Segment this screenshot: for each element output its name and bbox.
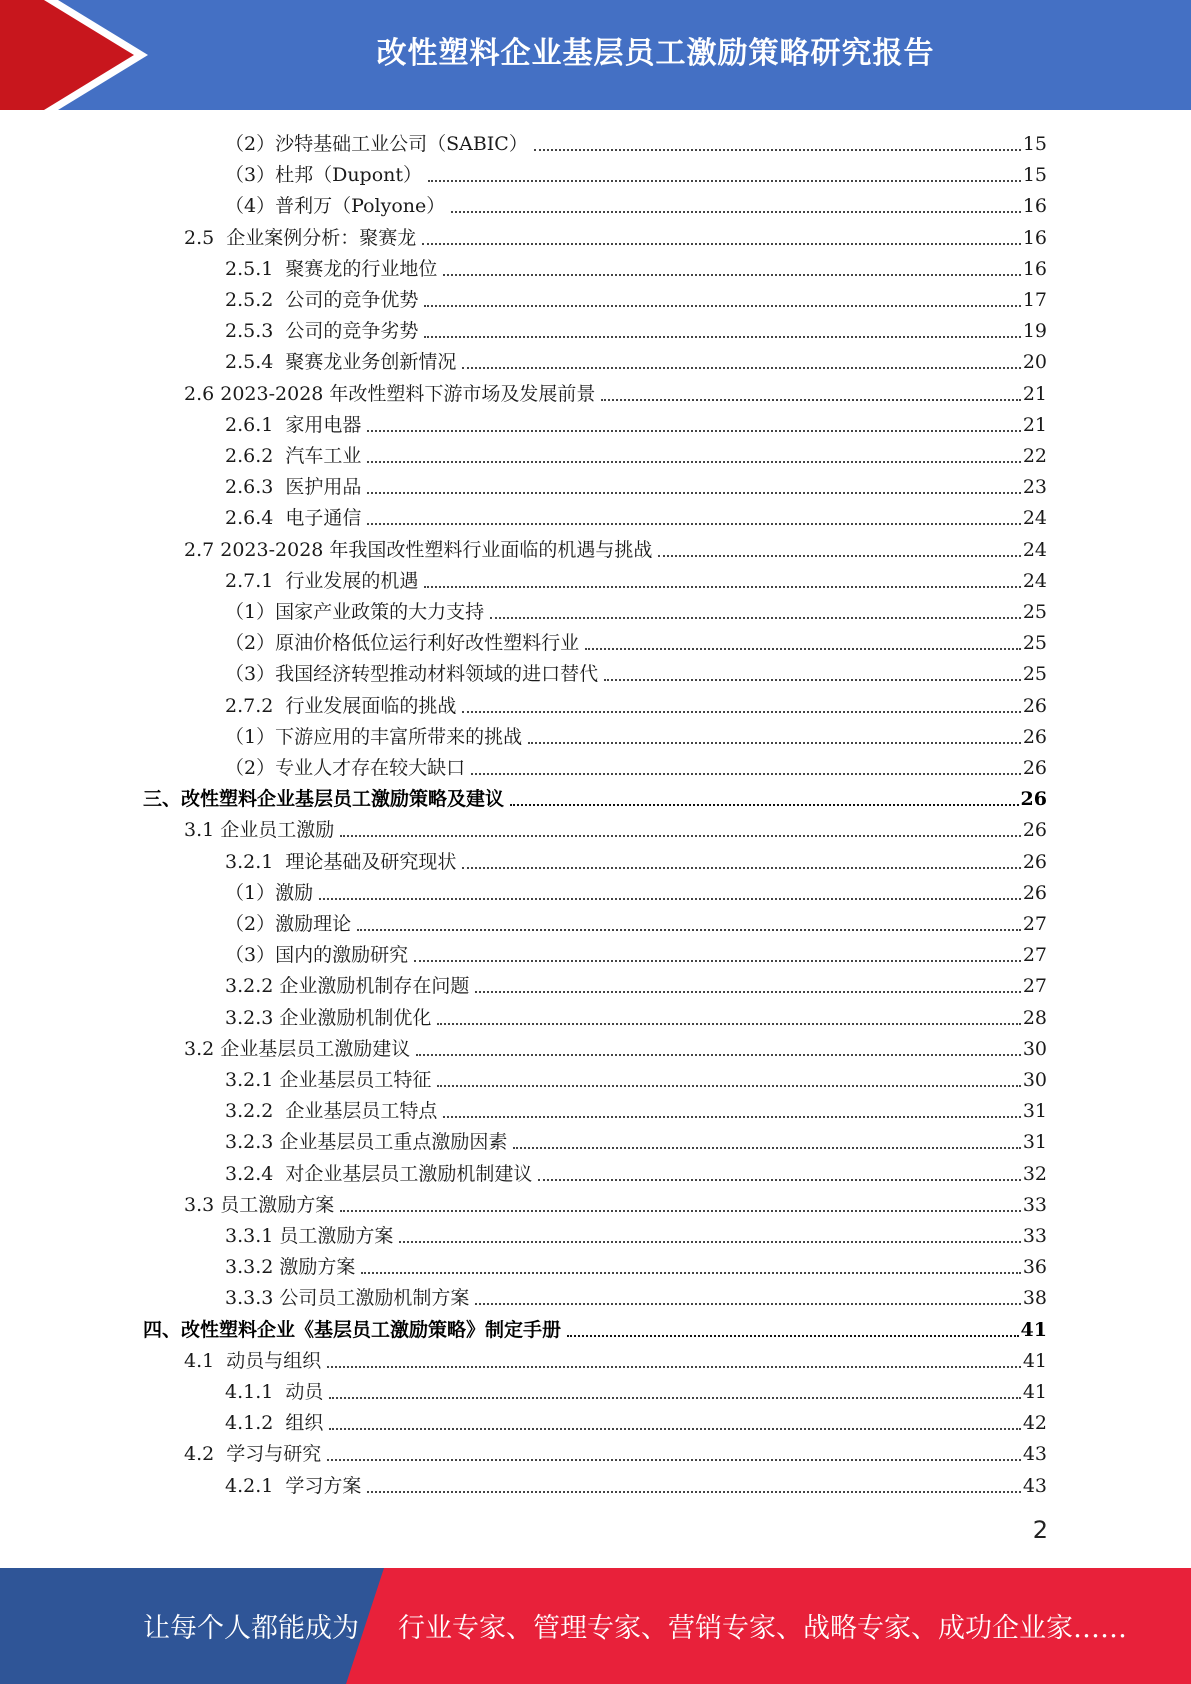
- toc-entry[interactable]: [225, 720, 1047, 751]
- toc-dot-leader: [538, 1179, 1020, 1181]
- toc-entry-title: 3.3.1 员工激励方案: [225, 1225, 394, 1247]
- toc-entry-page: 24: [1022, 507, 1047, 530]
- toc-entry-title: （3）国内的激励研究: [225, 944, 409, 967]
- toc-entry[interactable]: [225, 1157, 1047, 1188]
- toc-entry-title: 2.5.2 公司的竞争优势: [225, 289, 419, 311]
- toc-entry[interactable]: [184, 533, 1047, 564]
- toc-dot-leader: [567, 1335, 1019, 1337]
- toc-entry-page: 25: [1022, 663, 1047, 686]
- toc-entry-title: 3.2.4 对企业基层员工激励机制建议: [225, 1162, 533, 1185]
- toc-entry-title: 4.1 动员与组织: [184, 1349, 322, 1372]
- toc-entry-page: 26: [1022, 694, 1047, 717]
- toc-entry-page: 25: [1022, 601, 1047, 623]
- toc-dot-leader: [367, 1491, 1020, 1493]
- toc-entry[interactable]: [225, 501, 1047, 532]
- toc-entry-title: 3.2.2 企业基层员工特点: [225, 1100, 438, 1123]
- toc-entry[interactable]: [225, 345, 1047, 376]
- footer-slogan-left: 让每个人都能成为: [143, 1613, 359, 1644]
- toc-dot-leader: [528, 742, 1021, 744]
- toc-entry[interactable]: [225, 845, 1047, 876]
- toc-entry[interactable]: [225, 1063, 1047, 1094]
- toc-entry-title: （3）杜邦（Dupont）: [225, 164, 423, 187]
- toc-entry-page: 26: [1022, 725, 1047, 748]
- toc-entry-title: 3.2.2 企业激励机制存在问题: [225, 975, 470, 998]
- toc-entry-page: 43: [1022, 1474, 1047, 1497]
- toc-entry-title: 2.5.1 聚赛龙的行业地位: [225, 257, 438, 280]
- toc-entry-title: （2）专业人才存在较大缺口: [225, 757, 466, 779]
- toc-entry[interactable]: [225, 1250, 1047, 1281]
- toc-entry-title: 3.3.2 激励方案: [225, 1256, 356, 1279]
- toc-entry[interactable]: [225, 314, 1047, 345]
- toc-entry[interactable]: [184, 221, 1047, 252]
- toc-dot-leader: [367, 430, 1020, 432]
- toc-dot-leader: [658, 555, 1020, 557]
- toc-entry-page: 20: [1022, 351, 1047, 374]
- toc-entry-title: 3.2.1 企业基层员工特征: [225, 1069, 432, 1091]
- toc-dot-leader: [513, 1147, 1020, 1149]
- toc-entry[interactable]: [225, 657, 1047, 688]
- toc-entry-page: 15: [1022, 133, 1047, 155]
- toc-dot-leader: [601, 399, 1020, 401]
- toc-entry[interactable]: [225, 969, 1047, 1000]
- toc-dot-leader: [475, 991, 1020, 993]
- toc-entry-page: 41: [1020, 1318, 1047, 1341]
- toc-entry-title: 4.1.1 动员: [225, 1381, 324, 1403]
- toc-entry[interactable]: [184, 813, 1047, 844]
- toc-dot-leader: [414, 960, 1021, 962]
- toc-entry-page: 16: [1022, 257, 1047, 280]
- toc-entry[interactable]: [143, 1313, 1047, 1344]
- toc-entry-page: 32: [1022, 1162, 1047, 1185]
- toc-entry-page: 26: [1022, 757, 1047, 779]
- toc-entry-title: 4.1.2 组织: [225, 1412, 324, 1435]
- toc-entry[interactable]: [184, 377, 1047, 408]
- toc-entry-page: 28: [1022, 1006, 1047, 1029]
- toc-dot-leader: [424, 305, 1020, 307]
- toc-dot-leader: [329, 1397, 1020, 1399]
- toc-dot-leader: [367, 461, 1020, 463]
- toc-dot-leader: [534, 149, 1021, 151]
- toc-dot-leader: [416, 1054, 1021, 1056]
- toc-dot-leader: [490, 617, 1021, 619]
- toc-dot-leader: [443, 274, 1020, 276]
- toc-entry-title: 2.7.2 行业发展面临的挑战: [225, 694, 457, 717]
- toc-entry[interactable]: [225, 158, 1047, 189]
- toc-dot-leader: [437, 1085, 1020, 1087]
- toc-entry-page: 41: [1022, 1349, 1047, 1372]
- toc-entry-page: 21: [1022, 382, 1047, 405]
- toc-entry-page: 24: [1022, 569, 1047, 592]
- toc-entry-page: 16: [1022, 226, 1047, 249]
- page-header: [0, 0, 1191, 110]
- toc-entry-page: 31: [1022, 1100, 1047, 1123]
- toc-entry-title: 3.2.3 企业基层员工重点激励因素: [225, 1131, 508, 1154]
- toc-entry-title: 3.2 企业基层员工激励建议: [184, 1037, 411, 1060]
- toc-entry[interactable]: [225, 439, 1047, 470]
- toc-entry-page: 26: [1022, 881, 1047, 904]
- toc-entry-title: 三、改性塑料企业基层员工激励策略及建议: [143, 788, 505, 811]
- toc-entry[interactable]: [225, 1094, 1047, 1125]
- toc-dot-leader: [443, 1116, 1020, 1118]
- toc-dot-leader: [357, 929, 1021, 931]
- toc-entry[interactable]: [225, 876, 1047, 907]
- toc-entry[interactable]: [225, 1001, 1047, 1032]
- toc-entry-page: 30: [1022, 1069, 1047, 1091]
- toc-entry-title: 3.2.3 企业激励机制优化: [225, 1006, 432, 1029]
- toc-dot-leader: [428, 180, 1021, 182]
- toc-dot-leader: [424, 336, 1020, 338]
- footer-slogan-right: 行业专家、管理专家、营销专家、战略专家、成功企业家……: [398, 1613, 1127, 1644]
- toc-entry-page: 16: [1022, 195, 1047, 218]
- toc-entry-title: 3.1 企业员工激励: [184, 819, 335, 842]
- toc-entry-page: 41: [1022, 1381, 1047, 1403]
- toc-entry-page: 17: [1022, 289, 1047, 311]
- toc-entry[interactable]: [184, 1188, 1047, 1219]
- toc-entry-title: 3.3.3 公司员工激励机制方案: [225, 1287, 470, 1310]
- toc-entry-page: 22: [1022, 445, 1047, 467]
- toc-entry-title: （4）普利万（Polyone）: [225, 195, 446, 218]
- toc-dot-leader: [475, 1303, 1020, 1305]
- toc-entry-page: 27: [1022, 944, 1047, 967]
- toc-entry-page: 43: [1022, 1443, 1047, 1466]
- toc-entry[interactable]: [225, 470, 1047, 501]
- toc-dot-leader: [361, 1272, 1020, 1274]
- toc-entry-page: 26: [1022, 819, 1047, 842]
- toc-entry-page: 21: [1022, 413, 1047, 436]
- toc-entry-title: 2.6.1 家用电器: [225, 413, 362, 436]
- toc-entry-page: 27: [1022, 975, 1047, 998]
- toc-entry-title: 2.6 2023-2028 年改性塑料下游市场及发展前景: [184, 382, 596, 405]
- toc-entry-page: 24: [1022, 538, 1047, 561]
- toc-entry-title: 4.2 学习与研究: [184, 1443, 322, 1466]
- toc-entry[interactable]: [225, 1281, 1047, 1312]
- toc-entry-page: 26: [1020, 788, 1047, 811]
- toc-dot-leader: [437, 1023, 1020, 1025]
- toc-entry[interactable]: [184, 1437, 1047, 1468]
- toc-entry[interactable]: [225, 938, 1047, 969]
- toc-dot-leader: [462, 711, 1020, 713]
- toc-entry[interactable]: [225, 689, 1047, 720]
- toc-entry[interactable]: [184, 1344, 1047, 1375]
- toc-entry[interactable]: [225, 1219, 1047, 1250]
- toc-entry-page: 15: [1022, 164, 1047, 187]
- toc-entry-page: 26: [1022, 850, 1047, 873]
- toc-entry-title: 2.7.1 行业发展的机遇: [225, 569, 419, 592]
- toc-dot-leader: [424, 586, 1020, 588]
- toc-entry[interactable]: [225, 189, 1047, 220]
- toc-entry[interactable]: [184, 1032, 1047, 1063]
- toc-entry-title: 2.7 2023-2028 年我国改性塑料行业面临的机遇与挑战: [184, 538, 653, 561]
- toc-entry[interactable]: [225, 907, 1047, 938]
- page-footer: [0, 1568, 1191, 1684]
- toc-entry[interactable]: [225, 1125, 1047, 1156]
- header-arrow-decoration: [0, 0, 160, 110]
- toc-dot-leader: [340, 1210, 1021, 1212]
- report-title: 改性塑料企业基层员工激励策略研究报告: [376, 36, 935, 71]
- toc-entry[interactable]: [225, 626, 1047, 657]
- toc-entry-title: （2）原油价格低位运行利好改性塑料行业: [225, 632, 580, 655]
- toc-entry-title: 2.5.4 聚赛龙业务创新情况: [225, 351, 457, 374]
- toc-entry-title: （3）我国经济转型推动材料领域的进口替代: [225, 663, 599, 686]
- toc-dot-leader: [471, 773, 1021, 775]
- toc-entry-title: 2.6.3 医护用品: [225, 476, 362, 499]
- toc-entry-title: 四、改性塑料企业《基层员工激励策略》制定手册: [143, 1318, 562, 1341]
- toc-dot-leader: [510, 804, 1019, 806]
- toc-dot-leader: [327, 1366, 1021, 1368]
- toc-dot-leader: [367, 523, 1020, 525]
- toc-entry-title: 4.2.1 学习方案: [225, 1474, 362, 1497]
- page-number: 2: [1032, 1516, 1048, 1544]
- toc-entry-page: 25: [1022, 632, 1047, 655]
- toc-dot-leader: [585, 648, 1021, 650]
- toc-entry-page: 33: [1022, 1193, 1047, 1216]
- toc-entry-page: 19: [1022, 320, 1047, 343]
- toc-dot-leader: [462, 367, 1020, 369]
- toc-entry-title: 3.2.1 理论基础及研究现状: [225, 850, 457, 873]
- toc-entry-page: 31: [1022, 1131, 1047, 1154]
- toc-entry-title: 2.6.2 汽车工业: [225, 445, 362, 467]
- toc-entry[interactable]: [225, 252, 1047, 283]
- toc-entry-page: 27: [1022, 913, 1047, 935]
- toc-entry-title: （1）激励: [225, 881, 314, 904]
- toc-entry-page: 38: [1022, 1287, 1047, 1310]
- toc-dot-leader: [462, 867, 1020, 869]
- toc-entry[interactable]: [225, 1375, 1047, 1406]
- toc-entry-title: （1）国家产业政策的大力支持: [225, 601, 485, 623]
- toc-entry-title: 3.3 员工激励方案: [184, 1193, 335, 1216]
- toc-dot-leader: [422, 243, 1021, 245]
- toc-dot-leader: [367, 492, 1020, 494]
- toc-entry[interactable]: [225, 1406, 1047, 1437]
- toc-entry[interactable]: [225, 595, 1047, 626]
- toc-entry-title: 2.6.4 电子通信: [225, 507, 362, 530]
- toc-entry-page: 36: [1022, 1256, 1047, 1279]
- toc-entry-page: 33: [1022, 1225, 1047, 1247]
- toc-entry[interactable]: [225, 751, 1047, 782]
- toc-entry[interactable]: [225, 564, 1047, 595]
- toc-entry[interactable]: [225, 127, 1047, 158]
- toc-dot-leader: [399, 1241, 1020, 1243]
- toc-entry-page: 23: [1022, 476, 1047, 499]
- toc-entry[interactable]: [225, 408, 1047, 439]
- toc-dot-leader: [451, 211, 1021, 213]
- toc-dot-leader: [340, 835, 1021, 837]
- toc-entry-page: 30: [1022, 1037, 1047, 1060]
- toc-dot-leader: [319, 898, 1021, 900]
- toc-entry-title: 2.5 企业案例分析：聚赛龙: [184, 226, 417, 249]
- toc-entry-title: （1）下游应用的丰富所带来的挑战: [225, 725, 523, 748]
- toc-entry-page: 42: [1022, 1412, 1047, 1435]
- toc-dot-leader: [604, 679, 1021, 681]
- toc-entry[interactable]: [143, 782, 1047, 813]
- toc-dot-leader: [329, 1428, 1020, 1430]
- toc-entry[interactable]: [225, 283, 1047, 314]
- toc-entry-title: （2）激励理论: [225, 913, 352, 935]
- toc-dot-leader: [327, 1459, 1021, 1461]
- toc-entry-title: 2.5.3 公司的竞争劣势: [225, 320, 419, 343]
- toc-entry[interactable]: [225, 1469, 1047, 1500]
- toc-entry-title: （2）沙特基础工业公司（SABIC）: [225, 133, 528, 155]
